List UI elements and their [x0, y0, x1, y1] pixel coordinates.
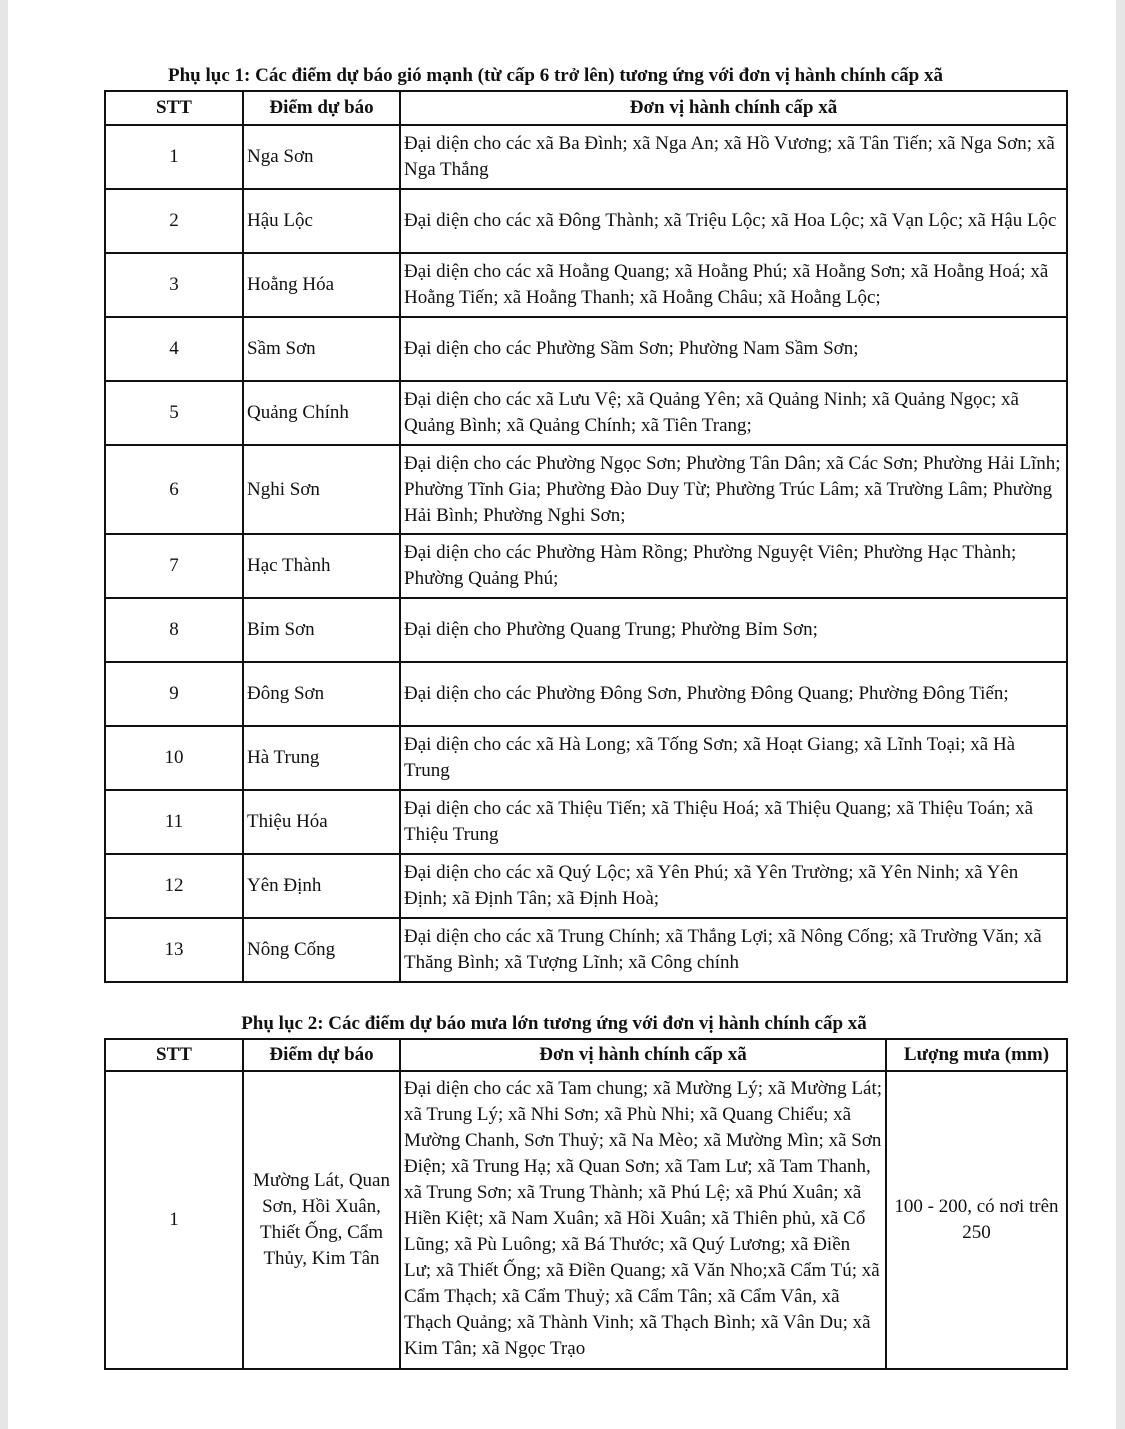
- row-point: Mường Lát, Quan Sơn, Hồi Xuân, Thiết Ống, Cẩm Thủy, Kim Tân: [243, 1071, 400, 1369]
- table-row: [105, 125, 1067, 189]
- table-row: [105, 381, 1067, 445]
- row-unit: Đại diện cho các xã Đông Thành; xã Triệu Lộc; xã Hoa Lộc; xã Vạn Lộc; xã Hậu Lộc: [400, 189, 1067, 253]
- row-unit: Đại diện cho các xã Hoằng Quang; xã Hoằng Phú; xã Hoằng Sơn; xã Hoằng Hoá; xã Hoằng Tiến; xã Hoằng Thanh; xã Hoằng Châu; xã Hoằng Lộc;: [400, 253, 1067, 317]
- row-unit: Đại diện cho các xã Hà Long; xã Tống Sơn; xã Hoạt Giang; xã Lĩnh Toại; xã Hà Trung: [400, 726, 1067, 790]
- row-unit: Đại diện cho các Phường Hàm Rồng; Phường Nguyệt Viên; Phường Hạc Thành; Phường Quảng Phú;: [400, 534, 1067, 598]
- row-point: Quảng Chính: [243, 381, 400, 445]
- row-point: Hoằng Hóa: [243, 253, 400, 317]
- row-point: Nông Cống: [243, 918, 400, 982]
- row-point: Hà Trung: [243, 726, 400, 790]
- row-stt: 11: [105, 790, 243, 854]
- table-row: [105, 598, 1067, 662]
- row-unit: Đại diện cho các Phường Đông Sơn, Phường Đông Quang; Phường Đông Tiến;: [400, 662, 1067, 726]
- row-unit: Đại diện cho các xã Thiệu Tiến; xã Thiệu Hoá; xã Thiệu Quang; xã Thiệu Toán; xã Thiệu Trung: [400, 790, 1067, 854]
- row-point: Thiệu Hóa: [243, 790, 400, 854]
- row-rain-amount: 100 - 200, có nơi trên 250: [886, 1071, 1067, 1369]
- header-unit: Đơn vị hành chính cấp xã: [400, 91, 1067, 125]
- row-stt: 12: [105, 854, 243, 918]
- row-point: Nghi Sơn: [243, 445, 400, 534]
- table-row: [105, 534, 1067, 598]
- rain-forecast-table: [104, 1038, 1068, 1370]
- row-point: Đông Sơn: [243, 662, 400, 726]
- row-stt: 6: [105, 445, 243, 534]
- table-row: [105, 253, 1067, 317]
- row-point: Hậu Lộc: [243, 189, 400, 253]
- table-row: [105, 189, 1067, 253]
- row-point: Sầm Sơn: [243, 317, 400, 381]
- row-unit: Đại diện cho các Phường Sầm Sơn; Phường Nam Sầm Sơn;: [400, 317, 1067, 381]
- row-stt: 8: [105, 598, 243, 662]
- table-row: [105, 726, 1067, 790]
- row-unit: Đại diện cho các Phường Ngọc Sơn; Phường Tân Dân; xã Các Sơn; Phường Hải Lĩnh; Phường Tĩnh Gia; Phường Đào Duy Từ; Phường Trúc Lâm; xã Trường Lâm; Phường Hải Bình; Phường Nghi Sơn;: [400, 445, 1067, 534]
- row-point: Hạc Thành: [243, 534, 400, 598]
- header-point: Điểm dự báo: [243, 91, 400, 125]
- wind-forecast-table: [104, 90, 1068, 983]
- appendix1-title: Phụ lục 1: Các điểm dự báo gió mạnh (từ cấp 6 trở lên) tương ứng với đơn vị hành chính cấp xã: [168, 65, 943, 86]
- row-stt: 7: [105, 534, 243, 598]
- table-row: [105, 918, 1067, 982]
- row-unit: Đại diện cho các xã Ba Đình; xã Nga An; xã Hồ Vương; xã Tân Tiến; xã Nga Sơn; xã Nga Thắng: [400, 125, 1067, 189]
- row-stt: 10: [105, 726, 243, 790]
- table-row: [105, 1071, 1067, 1369]
- row-unit: Đại diện cho các xã Tam chung; xã Mường Lý; xã Mường Lát; xã Trung Lý; xã Nhi Sơn; xã Phù Nhi; xã Quang Chiểu; xã Mường Chanh, Sơn Thuỷ; xã Na Mèo; xã Mường Mìn; xã Sơn Điện; xã Trung Hạ; xã Quan Sơn; xã Tam Lư; xã Tam Thanh, xã Trung Sơn; xã Trung Thành; xã Phú Lệ; xã Phú Xuân; xã Hiền Kiệt; xã Nam Xuân; xã Hồi Xuân; xã Thiên phủ, xã Cổ Lũng; xã Pù Luông; xã Bá Thước; xã Quý Lương; xã Điền Lư; xã Thiết Ống; xã Điền Quang; xã Văn Nho;xã Cẩm Tú; xã Cẩm Thạch; xã Cẩm Thuỷ; xã Cẩm Tân; xã Cẩm Vân, xã Thạch Quảng; xã Thành Vinh; xã Thạch Bình; xã Vân Du; xã Kim Tân; xã Ngọc Trạo: [400, 1071, 886, 1369]
- table-header-row: [105, 1039, 1067, 1071]
- row-unit: Đại diện cho Phường Quang Trung; Phường Bỉm Sơn;: [400, 598, 1067, 662]
- table-header-row: [105, 91, 1067, 125]
- row-stt: 2: [105, 189, 243, 253]
- row-unit: Đại diện cho các xã Lưu Vệ; xã Quảng Yên; xã Quảng Ninh; xã Quảng Ngọc; xã Quảng Bình; xã Quảng Chính; xã Tiên Trang;: [400, 381, 1067, 445]
- header-rain-amount: Lượng mưa (mm): [886, 1039, 1067, 1071]
- row-stt: 3: [105, 253, 243, 317]
- row-stt: 4: [105, 317, 243, 381]
- row-unit: Đại diện cho các xã Quý Lộc; xã Yên Phú; xã Yên Trường; xã Yên Ninh; xã Yên Định; xã Định Tân; xã Định Hoà;: [400, 854, 1067, 918]
- row-stt: 9: [105, 662, 243, 726]
- appendix2-title: Phụ lục 2: Các điểm dự báo mưa lớn tương ứng với đơn vị hành chính cấp xã: [241, 1013, 867, 1034]
- row-point: Yên Định: [243, 854, 400, 918]
- table-row: [105, 317, 1067, 381]
- row-point: Bỉm Sơn: [243, 598, 400, 662]
- row-stt: 13: [105, 918, 243, 982]
- header-point: Điểm dự báo: [243, 1039, 400, 1071]
- row-point: Nga Sơn: [243, 125, 400, 189]
- table-row: [105, 445, 1067, 534]
- table-row: [105, 854, 1067, 918]
- row-stt: 1: [105, 125, 243, 189]
- row-unit: Đại diện cho các xã Trung Chính; xã Thắng Lợi; xã Nông Cống; xã Trường Văn; xã Thăng Bình; xã Tượng Lĩnh; xã Công chính: [400, 918, 1067, 982]
- header-stt: STT: [105, 1039, 243, 1071]
- row-stt: 5: [105, 381, 243, 445]
- header-stt: STT: [105, 91, 243, 125]
- table-row: [105, 790, 1067, 854]
- header-unit: Đơn vị hành chính cấp xã: [400, 1039, 886, 1071]
- table-row: [105, 662, 1067, 726]
- row-stt: 1: [105, 1071, 243, 1369]
